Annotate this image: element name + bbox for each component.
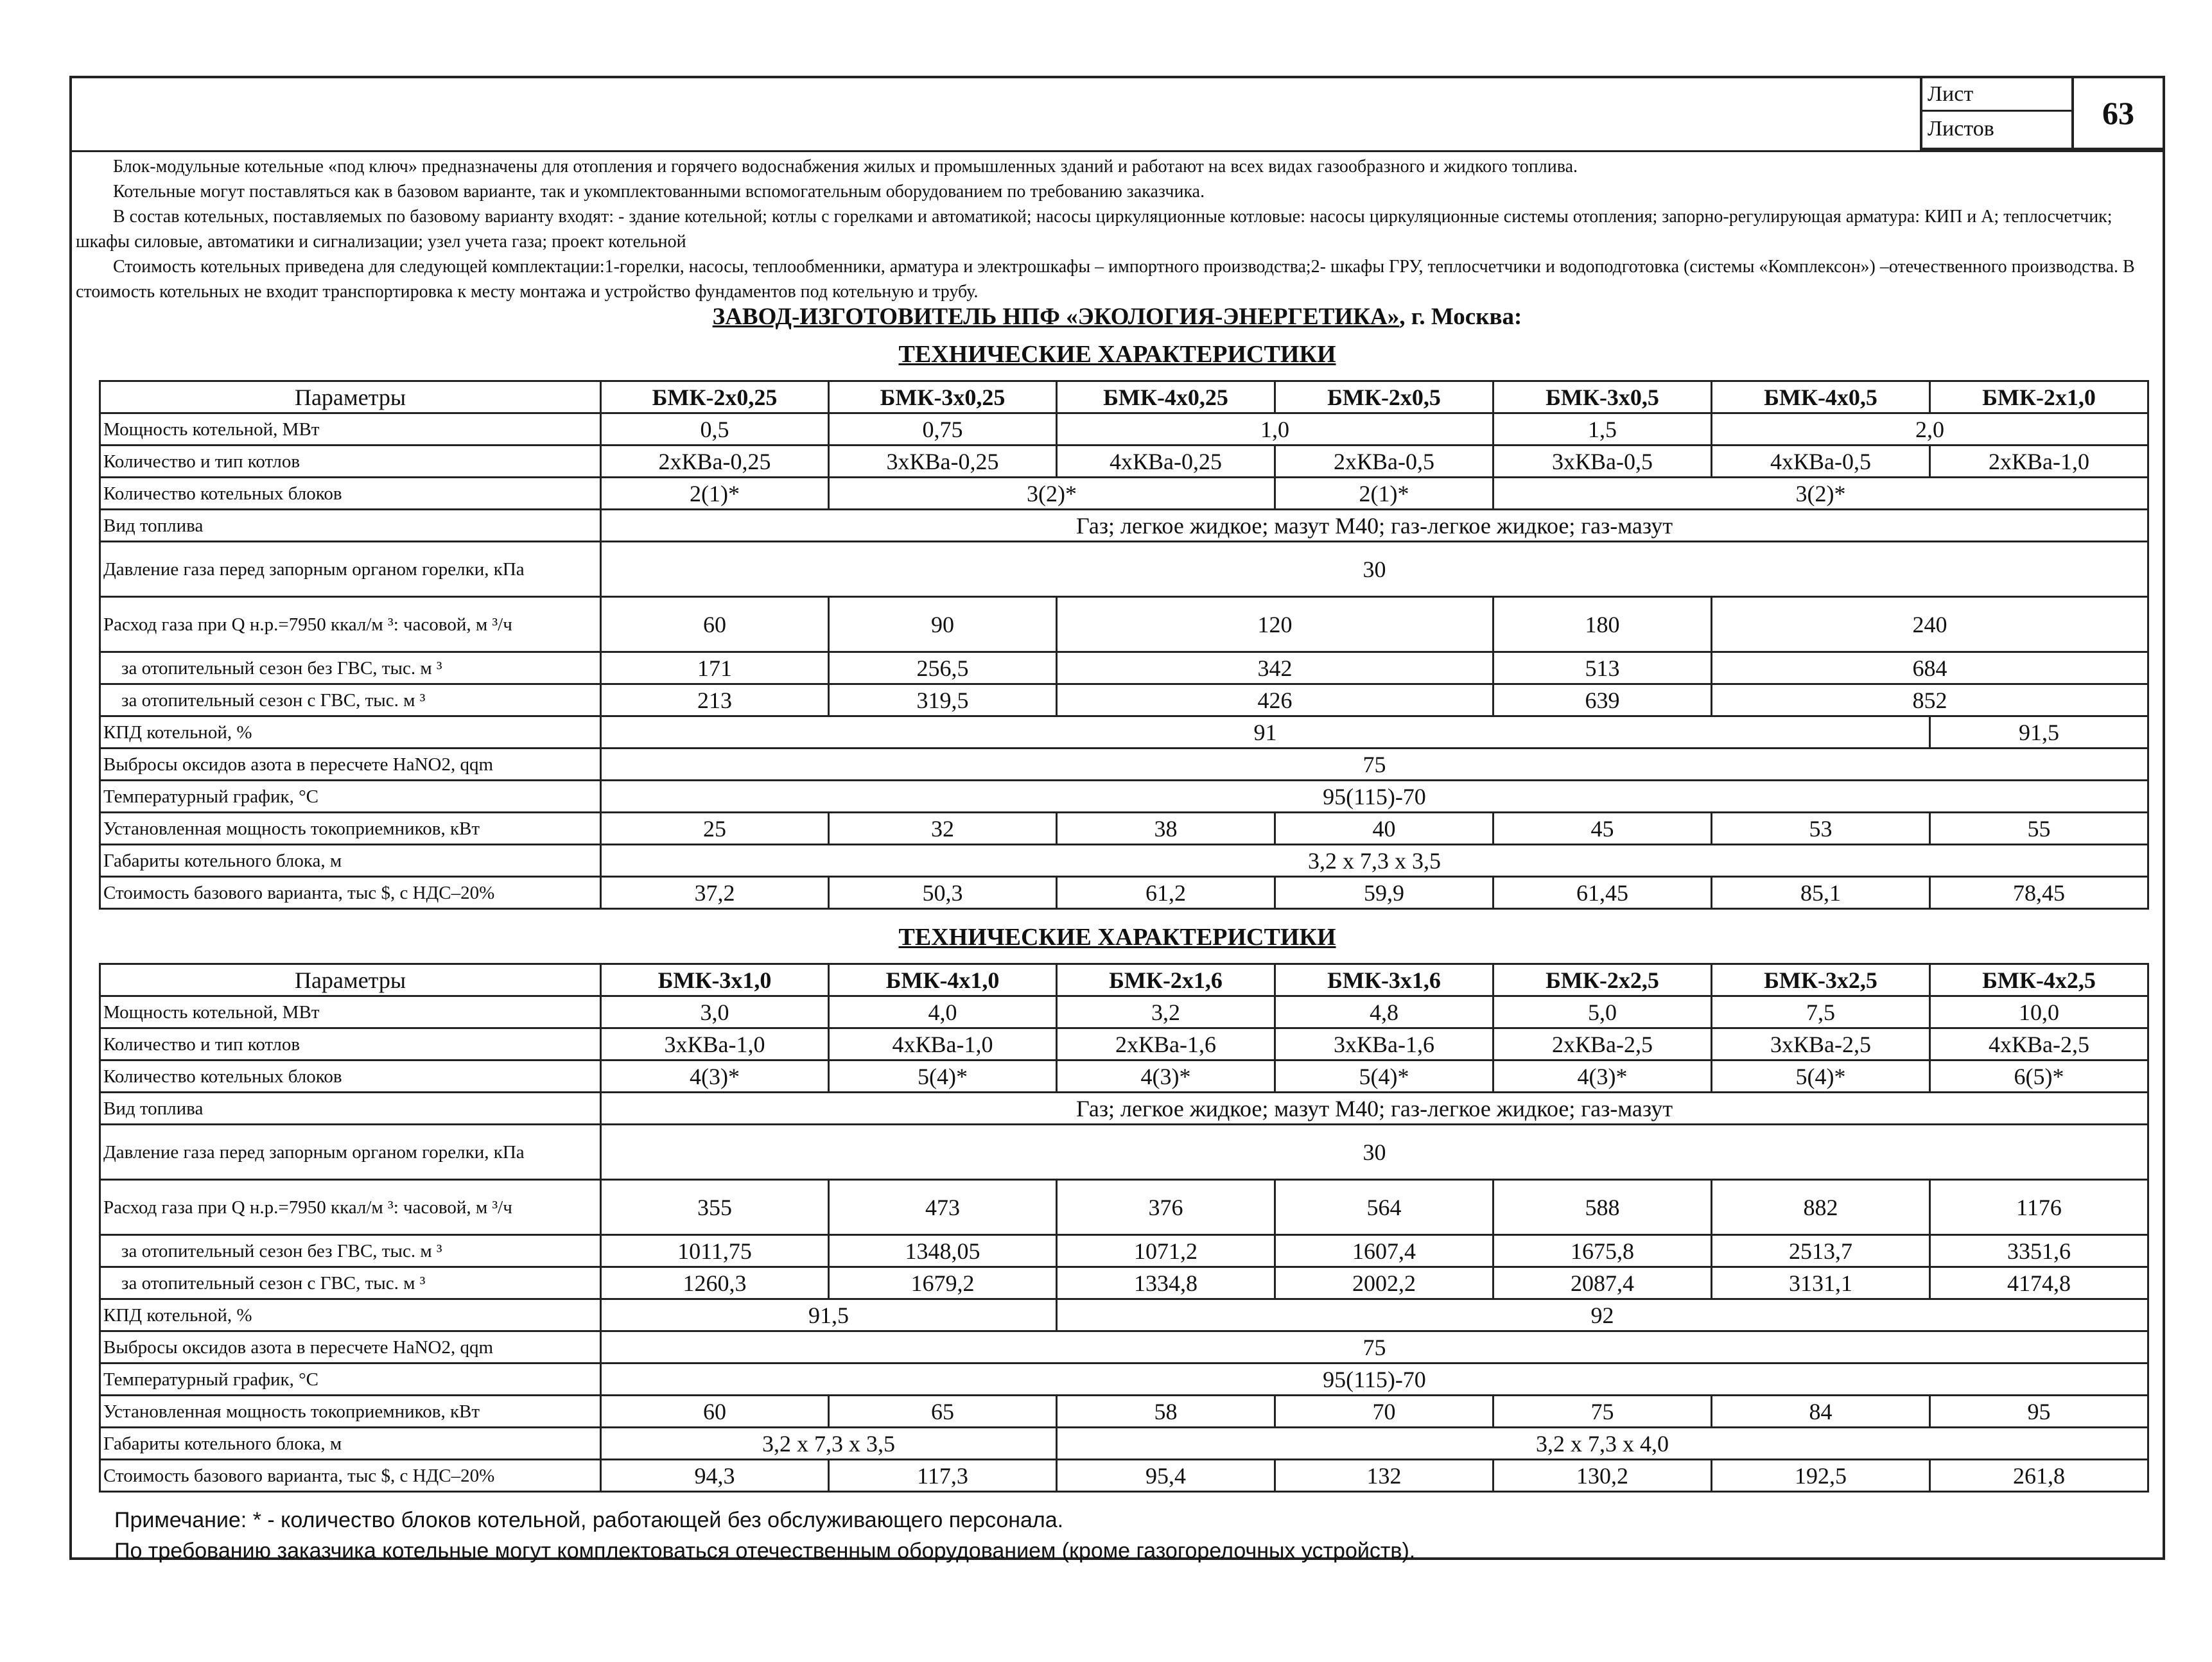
table-row: [100, 1396, 2148, 1428]
table-cell: 355: [601, 1180, 829, 1235]
row-label: за отопительный сезон без ГВС, тыс. м ³: [100, 652, 601, 684]
table-row: [100, 446, 2148, 478]
table-cell: 95: [1930, 1396, 2148, 1428]
table-cell: 3хКВа-0,25: [829, 446, 1057, 478]
table-cell: 1675,8: [1494, 1235, 1712, 1267]
table-cell: 0,5: [601, 413, 829, 446]
table-cell: 50,3: [829, 877, 1057, 909]
table-cell: 639: [1494, 684, 1712, 716]
table-cell: 61,2: [1057, 877, 1275, 909]
table-cell: 2087,4: [1494, 1267, 1712, 1299]
table-row: [100, 510, 2148, 542]
row-label: Габариты котельного блока, м: [100, 845, 601, 877]
header-cell: БМК-3х2,5: [1712, 964, 1930, 996]
row-label: Вид топлива: [100, 510, 601, 542]
table-row: [100, 749, 2148, 781]
table-row: [100, 542, 2148, 597]
table-row: [100, 684, 2148, 716]
intro-paragraph: Котельные могут поставляться как в базовом варианте, так и укомплектованными вспомогательным оборудованием по требованию заказчика.: [113, 182, 1205, 202]
table-cell: 91,5: [601, 1299, 1057, 1331]
table-cell: 1011,75: [601, 1235, 829, 1267]
table-cell: 61,45: [1494, 877, 1712, 909]
table-cell: 38: [1057, 813, 1275, 845]
table-cell: 117,3: [829, 1460, 1057, 1492]
table2-title: ТЕХНИЧЕСКИЕ ХАРАКТЕРИСТИКИ: [898, 924, 1336, 951]
intro-paragraph: Стоимость котельных приведена для следующей комплектации:1-горелки, насосы, теплообменники, арматура и электрошкафы – импортного производства;2- шкафы ГРУ, теплосчетчики и водоподготовка (системы «Комплексон») –отечественного производства. В стоимость котельных не входит транспортировка к месту монтажа и устройство фундаментов под котельную и трубу.: [76, 257, 2135, 302]
table-cell: 120: [1057, 597, 1494, 652]
table-row: [100, 781, 2148, 813]
row-label: Количество котельных блоков: [100, 1060, 601, 1093]
table-cell: 1334,8: [1057, 1267, 1275, 1299]
table-cell: 376: [1057, 1180, 1275, 1235]
header-divider: [72, 150, 2163, 152]
row-label: КПД котельной, %: [100, 716, 601, 749]
table-cell: 180: [1494, 597, 1712, 652]
sheet-lists-label: Листов: [1928, 117, 1994, 141]
table-cell: 4(3)*: [1057, 1060, 1275, 1093]
table-cell: 55: [1930, 813, 2148, 845]
header-cell: БМК-2х0,25: [601, 381, 829, 413]
row-label: Габариты котельного блока, м: [100, 1428, 601, 1460]
table-cell: 2хКВа-1,0: [1930, 446, 2148, 478]
table-cell: 588: [1494, 1180, 1712, 1235]
sheet-list-label: Лист: [1922, 78, 2071, 112]
table-cell: 1071,2: [1057, 1235, 1275, 1267]
table-cell: 342: [1057, 652, 1494, 684]
header-cell: БМК-4х0,25: [1057, 381, 1275, 413]
row-label: Температурный график, °С: [100, 781, 601, 813]
table-cell: 3,2 х 7,3 х 3,5: [601, 845, 2148, 877]
header-cell: БМК-3х0,25: [829, 381, 1057, 413]
row-label: Расход газа при Q н.р.=7950 ккал/м ³: часовой, м ³/ч: [100, 597, 601, 652]
row-label: за отопительный сезон без ГВС, тыс. м ³: [100, 1235, 601, 1267]
table-row: [100, 413, 2148, 446]
table-row: [100, 996, 2148, 1028]
table-cell: Газ; легкое жидкое; мазут М40; газ-легкое жидкое; газ-мазут: [601, 1093, 2148, 1125]
table-cell: 37,2: [601, 877, 829, 909]
table-cell: 2513,7: [1712, 1235, 1930, 1267]
intro-paragraph: В состав котельных, поставляемых по базовому варианту входят: - здание котельной; котлы с горелками и автоматикой; насосы циркуляционные котловые: насосы циркуляционные системы отопления; запорно-регулирующая арматура: КИП и А; теплосчетчик; шкафы силовые, автоматики и сигнализации; узел учета газа; проект котельной: [76, 207, 2112, 252]
header-cell: БМК-3х1,6: [1275, 964, 1494, 996]
sheet-stamp: [1920, 78, 2163, 150]
table-cell: 10,0: [1930, 996, 2148, 1028]
table-cell: 65: [829, 1396, 1057, 1428]
table-cell: 95,4: [1057, 1460, 1275, 1492]
table-row: [100, 1028, 2148, 1060]
table-row: [100, 1060, 2148, 1093]
header-cell: БМК-2х1,6: [1057, 964, 1275, 996]
table-cell: 53: [1712, 813, 1930, 845]
table-cell: 2,0: [1712, 413, 2148, 446]
row-label: Количество и тип котлов: [100, 446, 601, 478]
footnote: По требованию заказчика котельные могут комплектоваться отечественным оборудованием (кроме газогорелочных устройств).: [114, 1539, 1416, 1563]
table-cell: 3,0: [601, 996, 829, 1028]
table-cell: 32: [829, 813, 1057, 845]
table-cell: 319,5: [829, 684, 1057, 716]
table-cell: 3(2)*: [1494, 478, 2148, 510]
table-cell: 4хКВа-0,5: [1712, 446, 1930, 478]
table-cell: 213: [601, 684, 829, 716]
row-label: Установленная мощность токоприемников, кВт: [100, 813, 601, 845]
table-cell: 3хКВа-2,5: [1712, 1028, 1930, 1060]
row-label: Мощность котельной, МВт: [100, 413, 601, 446]
table-row: [100, 877, 2148, 909]
table-row: [100, 845, 2148, 877]
table-cell: 2002,2: [1275, 1267, 1494, 1299]
table-cell: 3,2 х 7,3 х 4,0: [1057, 1428, 2148, 1460]
header-cell: БМК-4х1,0: [829, 964, 1057, 996]
table-cell: 30: [601, 542, 2148, 597]
manufacturer-heading: ЗАВОД-ИЗГОТОВИТЕЛЬ НПФ «ЭКОЛОГИЯ-ЭНЕРГЕТИКА», г. Москва:: [712, 304, 1522, 330]
table-cell: 5(4)*: [1275, 1060, 1494, 1093]
table-cell: 1679,2: [829, 1267, 1057, 1299]
spec-table-2: [99, 963, 2149, 1493]
page-number: 63: [2071, 78, 2163, 148]
row-label: Стоимость базового варианта, тыс $, с НДС–20%: [100, 1460, 601, 1492]
table-cell: 240: [1712, 597, 2148, 652]
table-cell: 3351,6: [1930, 1235, 2148, 1267]
row-label: КПД котельной, %: [100, 1299, 601, 1331]
table-row: [100, 1363, 2148, 1396]
header-cell: Параметры: [100, 381, 601, 413]
table-cell: 3хКВа-0,5: [1494, 446, 1712, 478]
table-cell: 882: [1712, 1180, 1930, 1235]
row-label: Давление газа перед запорным органом горелки, кПа: [100, 542, 601, 597]
table-cell: 40: [1275, 813, 1494, 845]
table-cell: 60: [601, 597, 829, 652]
row-label: Вид топлива: [100, 1093, 601, 1125]
row-label: Установленная мощность токоприемников, кВт: [100, 1396, 601, 1428]
intro-text: [76, 154, 2156, 304]
table-row: [100, 1428, 2148, 1460]
row-label: за отопительный сезон с ГВС, тыс. м ³: [100, 684, 601, 716]
table-cell: 4хКВа-0,25: [1057, 446, 1275, 478]
table-row: [100, 1460, 2148, 1492]
table-cell: 85,1: [1712, 877, 1930, 909]
table-cell: 4(3)*: [1494, 1060, 1712, 1093]
table-cell: 1,0: [1057, 413, 1494, 446]
table-cell: 5,0: [1494, 996, 1712, 1028]
row-label: Выбросы оксидов азота в пересчете НаNO2, qqm: [100, 1331, 601, 1363]
table-cell: 30: [601, 1125, 2148, 1180]
table-row: [100, 813, 2148, 845]
table-cell: 3,2: [1057, 996, 1275, 1028]
table-cell: 0,75: [829, 413, 1057, 446]
table-cell: 473: [829, 1180, 1057, 1235]
table-cell: 4,8: [1275, 996, 1494, 1028]
table-cell: 4174,8: [1930, 1267, 2148, 1299]
table-cell: 70: [1275, 1396, 1494, 1428]
table-cell: 4,0: [829, 996, 1057, 1028]
table-cell: 6(5)*: [1930, 1060, 2148, 1093]
table-header-row: [100, 964, 2148, 996]
table-row: [100, 478, 2148, 510]
table-cell: 1176: [1930, 1180, 2148, 1235]
table-cell: 95(115)-70: [601, 781, 2148, 813]
table-cell: 75: [601, 749, 2148, 781]
row-label: Выбросы оксидов азота в пересчете НаNO2, qqm: [100, 749, 601, 781]
table-cell: 5(4)*: [1712, 1060, 1930, 1093]
table-cell: 92: [1057, 1299, 2148, 1331]
table-cell: 1260,3: [601, 1267, 829, 1299]
table-cell: 2хКВа-1,6: [1057, 1028, 1275, 1060]
table1-title: ТЕХНИЧЕСКИЕ ХАРАКТЕРИСТИКИ: [898, 341, 1336, 368]
table-cell: 4хКВа-1,0: [829, 1028, 1057, 1060]
table-cell: 2хКВа-0,5: [1275, 446, 1494, 478]
header-cell: БМК-2х0,5: [1275, 381, 1494, 413]
table-cell: 7,5: [1712, 996, 1930, 1028]
table-cell: 59,9: [1275, 877, 1494, 909]
table-row: [100, 1235, 2148, 1267]
table-cell: 2(1)*: [601, 478, 829, 510]
table-row: [100, 1093, 2148, 1125]
table-row: [100, 1331, 2148, 1363]
manufacturer-name: ЗАВОД-ИЗГОТОВИТЕЛЬ НПФ «ЭКОЛОГИЯ-ЭНЕРГЕТИКА»: [712, 304, 1400, 330]
row-label: Температурный график, °С: [100, 1363, 601, 1396]
table-cell: 3,2 х 7,3 х 3,5: [601, 1428, 1057, 1460]
table-cell: 45: [1494, 813, 1712, 845]
table-cell: 78,45: [1930, 877, 2148, 909]
table-cell: 852: [1712, 684, 2148, 716]
row-label: Стоимость базового варианта, тыс $, с НДС–20%: [100, 877, 601, 909]
table-cell: 75: [1494, 1396, 1712, 1428]
table-cell: 1348,05: [829, 1235, 1057, 1267]
table-cell: 130,2: [1494, 1460, 1712, 1492]
header-cell: БМК-2х2,5: [1494, 964, 1712, 996]
table-cell: 4(3)*: [601, 1060, 829, 1093]
table-cell: 91: [601, 716, 1930, 749]
row-label: Расход газа при Q н.р.=7950 ккал/м ³: часовой, м ³/ч: [100, 1180, 601, 1235]
table-cell: 171: [601, 652, 829, 684]
spec-table-1: [99, 380, 2149, 910]
table-row: [100, 1125, 2148, 1180]
table-cell: 75: [601, 1331, 2148, 1363]
table-row: [100, 597, 2148, 652]
header-cell: БМК-4х2,5: [1930, 964, 2148, 996]
table-cell: 58: [1057, 1396, 1275, 1428]
table-cell: 513: [1494, 652, 1712, 684]
table-row: [100, 652, 2148, 684]
manufacturer-city: , г. Москва: [1399, 304, 1515, 330]
table-cell: 1,5: [1494, 413, 1712, 446]
table-cell: 91,5: [1930, 716, 2148, 749]
table-cell: 564: [1275, 1180, 1494, 1235]
table-cell: 3хКВа-1,0: [601, 1028, 829, 1060]
table-cell: 132: [1275, 1460, 1494, 1492]
table-row: [100, 716, 2148, 749]
footnotes: [114, 1505, 1415, 1566]
table-cell: 84: [1712, 1396, 1930, 1428]
row-label: Давление газа перед запорным органом горелки, кПа: [100, 1125, 601, 1180]
row-label: Количество котельных блоков: [100, 478, 601, 510]
header-cell: БМК-3х0,5: [1494, 381, 1712, 413]
table-cell: 60: [601, 1396, 829, 1428]
table-cell: 90: [829, 597, 1057, 652]
row-label: Количество и тип котлов: [100, 1028, 601, 1060]
header-cell: БМК-2х1,0: [1930, 381, 2148, 413]
table-row: [100, 1267, 2148, 1299]
table-cell: 95(115)-70: [601, 1363, 2148, 1396]
table-cell: Газ; легкое жидкое; мазут М40; газ-легкое жидкое; газ-мазут: [601, 510, 2148, 542]
table-cell: 94,3: [601, 1460, 829, 1492]
table-row: [100, 1299, 2148, 1331]
sheet-frame: [69, 76, 2165, 1563]
header-cell: БМК-3х1,0: [601, 964, 829, 996]
table-cell: 261,8: [1930, 1460, 2148, 1492]
footnote: Примечание: * - количество блоков котельной, работающей без обслуживающего персонала.: [114, 1508, 1064, 1532]
header-cell: Параметры: [100, 964, 601, 996]
table-cell: 426: [1057, 684, 1494, 716]
header-cell: БМК-4х0,5: [1712, 381, 1930, 413]
table-cell: 4хКВа-2,5: [1930, 1028, 2148, 1060]
table-cell: 3131,1: [1712, 1267, 1930, 1299]
row-label: Мощность котельной, МВт: [100, 996, 601, 1028]
table-cell: 5(4)*: [829, 1060, 1057, 1093]
table-cell: 3хКВа-1,6: [1275, 1028, 1494, 1060]
table-cell: 1607,4: [1275, 1235, 1494, 1267]
table-header-row: [100, 381, 2148, 413]
table-cell: 2хКВа-0,25: [601, 446, 829, 478]
table-cell: 3(2)*: [829, 478, 1275, 510]
intro-paragraph: Блок-модульные котельные «под ключ» предназначены для отопления и горячего водоснабжения жилых и промышленных зданий и работают на всех видах газообразного и жидкого топлива.: [113, 157, 1578, 177]
table-cell: 25: [601, 813, 829, 845]
table-cell: 2хКВа-2,5: [1494, 1028, 1712, 1060]
table-cell: 256,5: [829, 652, 1057, 684]
row-label: за отопительный сезон с ГВС, тыс. м ³: [100, 1267, 601, 1299]
table-cell: 2(1)*: [1275, 478, 1494, 510]
table-row: [100, 1180, 2148, 1235]
table-cell: 192,5: [1712, 1460, 1930, 1492]
table-cell: 684: [1712, 652, 2148, 684]
